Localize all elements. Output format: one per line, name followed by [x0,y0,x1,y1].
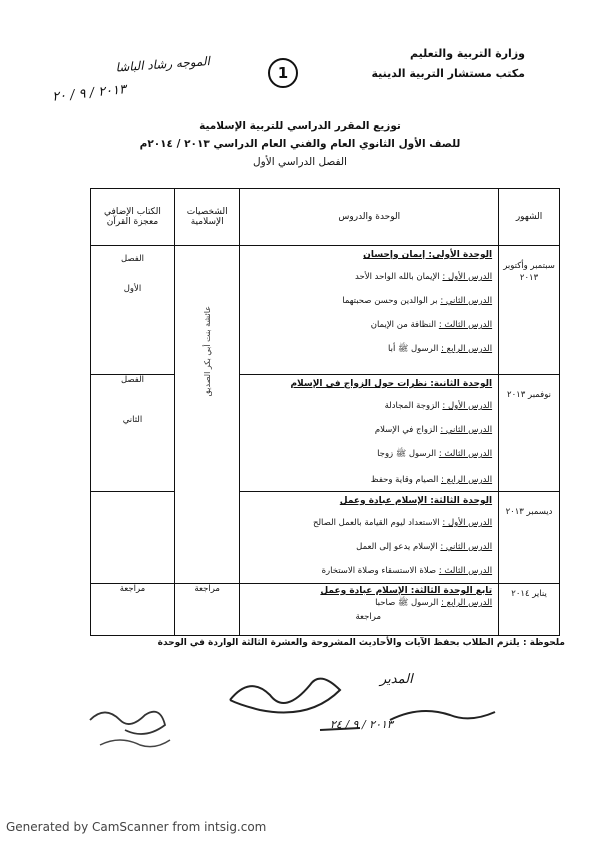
lesson-text: الاستعداد ليوم القيامة بالعمل الصالح [312,518,440,528]
lesson-text: النظافة من الإيمان [370,320,437,330]
handwritten-date: ٢٠١٣ / ٩ / ٢٠ [51,82,127,105]
lesson-text: الإسلام يدعو إلى العمل [356,542,438,552]
unit-title: الوحدة الثالثة: الإسلام عبادة وعمل [339,496,493,506]
table-row [91,246,560,375]
lesson-item [244,401,492,411]
unit-title: تابع الوحدة الثالثة: الإسلام عبادة وعمل [320,586,493,596]
lesson-label: الدرس الأول : [442,272,493,282]
doc-title: توزيع المقرر الدراسي للتربية الإسلامية [199,120,401,132]
scanner-footer: Generated by CamScanner from intsig.com [6,820,267,834]
table-row [91,492,560,584]
lesson-label: الدرس الثالث : [438,566,493,576]
lesson-label: الدرس الثاني : [440,425,493,435]
doc-subtitle: للصف الأول الثانوي العام والفني العام الدراسي ٢٠١٣ / ٢٠١٤م [139,138,461,150]
month-cell [499,375,560,492]
office-name: مكتب مستشار التربية الدينية [371,67,525,80]
quran-cell [91,246,175,375]
lesson-item [244,320,492,330]
signature-director: المدير [380,672,413,687]
handwritten-supervisor: الموجه رشاد الباشا [115,54,211,75]
quran-review: مراجعة [91,584,175,636]
month-cell [499,246,560,375]
lesson-item [244,566,492,576]
lesson-item [244,598,492,610]
month-label: ديسمبر ٢٠١٣ [505,507,553,517]
lesson-item [244,518,492,528]
unit-title: الوحدة الأولى: إيمان وإحسان [363,250,493,260]
month-label: يناير ٢٠١٤ [511,589,547,599]
quran-chapter-number: الثاني [122,415,143,425]
table-row [91,584,560,636]
signature-date: ٢٠١٣ / ٩ / ٢٤ [330,718,393,731]
lesson-text: بر الوالدين وحسن صحبتهما [342,296,438,306]
header-personalities: الشخصيات الإسلامية [174,189,240,246]
signature-left-scribble [230,679,340,713]
lesson-label: الدرس الثالث : [438,449,493,459]
review-label: مراجعة [355,612,382,622]
lesson-label: الدرس الثاني : [440,542,493,552]
signatures-area [60,660,560,780]
lesson-text: الزواج في الإسلام [374,425,438,435]
personalities-cell [174,246,240,584]
signature-left-scribble-2 [90,712,165,734]
lesson-text: الإيمان بالله الواحد الأحد [355,272,440,282]
lesson-item [244,475,492,485]
lesson-item [244,425,492,435]
lesson-text: الرسول ﷺ أبا [387,344,439,354]
lesson-text: الصيام وقاية وحفظ [370,475,439,485]
semester-title: الفصل الدراسي الأول [253,156,347,168]
lesson-item [244,542,492,552]
month-label: نوفمبر ٢٠١٣ [507,390,552,400]
lesson-text: الرسول ﷺ زوجا [377,449,437,459]
lesson-item [244,272,492,282]
month-label: سبتمبر وأكتوبر ٢٠١٣ [503,261,555,283]
month-cell [499,492,560,584]
lesson-item [244,449,492,461]
lesson-label: الدرس الثاني : [440,296,493,306]
quran-cell [91,375,175,492]
lesson-text: الرسول ﷺ صاحبا [375,598,439,608]
personality-name: عائشة بنت أبي بكر الصديق [202,306,212,397]
month-cell [499,584,560,636]
quran-chapter-number: الأول [123,284,142,294]
quran-chapter-label: الفصل [120,375,144,385]
table-header-row [91,189,560,246]
header-quran: الكتاب الإضافي معجزة القرآن [91,189,175,246]
lesson-label: الدرس الرابع : [441,598,493,608]
quran-cell [91,492,175,584]
lesson-label: الدرس الرابع : [441,475,493,485]
lesson-text: الزوجة المجادلة [384,401,440,411]
unit-cell [240,246,499,375]
quran-chapter-label: الفصل [120,254,144,264]
lesson-label: الدرس الأول : [442,401,493,411]
page-number: 1 [268,58,298,88]
lesson-item [244,344,492,356]
curriculum-table [90,188,560,636]
personalities-review: مراجعة [174,584,240,636]
lesson-label: الدرس الثالث : [438,320,493,330]
lesson-item [244,296,492,306]
lesson-text: صلاة الاستسقاء وصلاة الاستخارة [321,566,437,576]
lesson-label: الدرس الرابع : [441,344,493,354]
signature-left-scribble-3 [100,740,170,747]
unit-cell [240,584,499,636]
ministry-header [371,44,525,84]
table-row [91,375,560,492]
lesson-label: الدرس الأول : [442,518,493,528]
ministry-name: وزارة التربية والتعليم [410,47,525,60]
unit-cell [240,375,499,492]
header-months: الشهور [499,189,560,246]
header-units: الوحدة والدروس [240,189,499,246]
unit-cell [240,492,499,584]
note-text: ملحوظة : يلتزم الطلاب بحفظ الآيات والأحاديث المشروحة والعشرة الثالثة الواردة في الوحدة [157,638,565,648]
unit-title: الوحدة الثانية: نظرات حول الزواج في الإسلام [290,379,493,389]
